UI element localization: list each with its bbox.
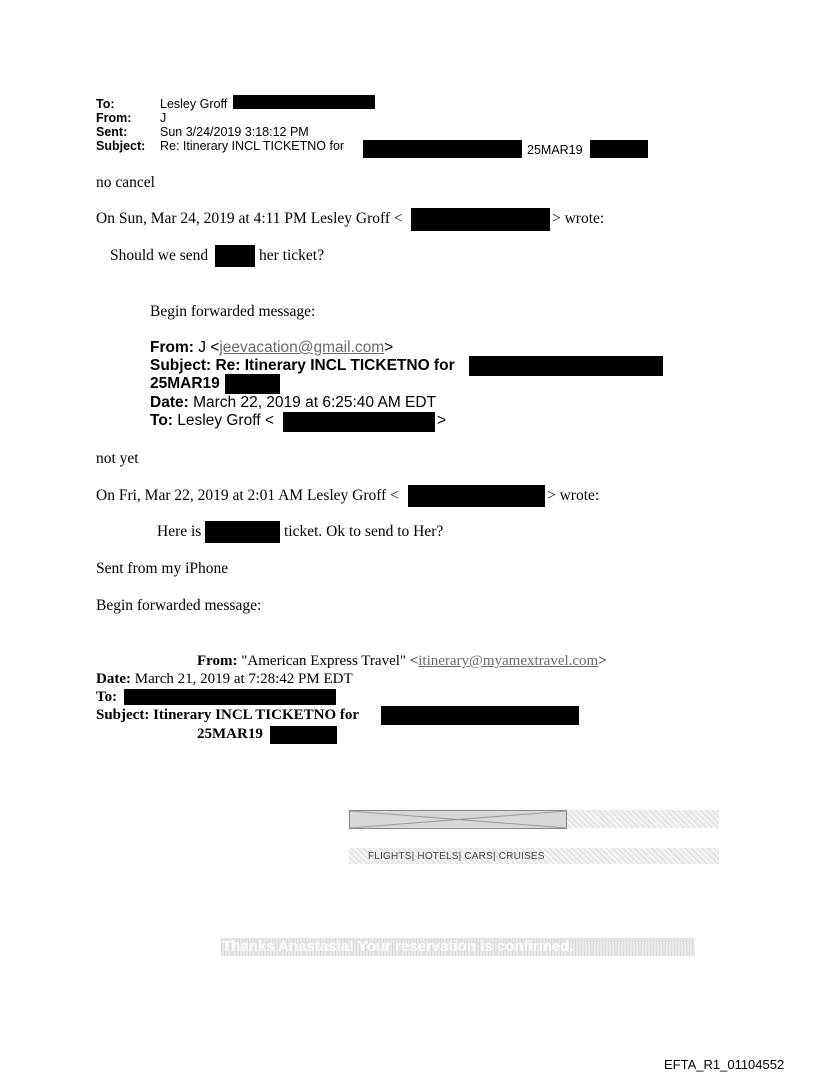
amex-date-value: March 21, 2019 at 7:28:42 PM EDT <box>134 671 353 687</box>
from-value: J <box>160 111 167 125</box>
redaction <box>408 485 545 507</box>
fwd-from-row <box>150 339 393 357</box>
begin-forwarded: Begin forwarded message: <box>96 597 262 614</box>
nav-links[interactable]: FLIGHTS| HOTELS| CARS| CRUISES <box>368 851 545 862</box>
sent-value: Sun 3/24/2019 3:18:12 PM <box>160 125 309 139</box>
quote-intro: On Fri, Mar 22, 2019 at 2:01 AM Lesley Groff < <box>96 487 399 504</box>
redaction <box>225 374 280 394</box>
redaction <box>283 412 435 432</box>
broken-image-icon <box>349 810 567 829</box>
redaction <box>381 706 579 725</box>
fwd-from-close: > <box>384 339 394 356</box>
redaction <box>233 95 375 109</box>
fwd-subject-date: 25MAR19 <box>150 375 220 392</box>
quote-intro <box>96 210 403 228</box>
here-before: Here is <box>157 523 202 540</box>
fwd-to-label: To: <box>150 412 173 429</box>
amex-from-row <box>197 653 607 670</box>
quote-intro-after: > wrote: <box>552 210 605 227</box>
fwd-to-close: > <box>437 412 447 429</box>
to-value: Lesley Groff <box>160 97 228 111</box>
amex-subject-row <box>96 707 359 724</box>
redaction <box>270 726 337 744</box>
document-id: EFTA_R1_01104552 <box>664 1057 785 1072</box>
reply-text: no cancel <box>96 174 155 191</box>
question-before: Should we send <box>110 247 209 264</box>
amex-subject-date-row <box>197 726 263 743</box>
here-after: ticket. Ok to send to Her? <box>284 523 444 540</box>
redaction <box>469 356 663 376</box>
amex-to-label: To: <box>96 689 118 705</box>
from-label: From: <box>96 111 132 125</box>
amex-subject-label: Subject: <box>96 707 150 723</box>
amex-from-value: "American Express Travel" < <box>241 653 419 669</box>
header-from-row <box>96 111 166 125</box>
confirmation-text: Thanks Anastasia! Your reservation is confirmed. <box>222 938 574 955</box>
begin-forwarded: Begin forwarded message: <box>150 303 316 320</box>
header-subject-row <box>96 139 344 153</box>
question-after: her ticket? <box>259 247 324 264</box>
amex-subject-date: 25MAR19 <box>197 726 263 742</box>
amex-subject-value: Itinerary INCL TICKETNO for <box>153 707 360 723</box>
subject-label: Subject: <box>96 139 146 153</box>
subject-date: 25MAR19 <box>527 143 583 157</box>
header-sent-row <box>96 125 309 139</box>
amex-date-label: Date: <box>96 671 131 687</box>
sent-label: Sent: <box>96 125 128 139</box>
fwd-subject-value: Re: Itinerary INCL TICKETNO for <box>215 357 455 374</box>
fwd-to-value: Lesley Groff < <box>177 412 274 429</box>
image-placeholder-cross <box>350 811 566 828</box>
reply-text: not yet <box>96 450 139 467</box>
fwd-to-row <box>150 412 274 430</box>
amex-from-close: > <box>598 653 607 669</box>
amex-date-row <box>96 671 353 688</box>
redaction <box>124 689 336 705</box>
fwd-subject-row <box>150 357 455 375</box>
fwd-date-label: Date: <box>150 394 189 411</box>
redaction <box>590 140 648 158</box>
amex-to-row <box>96 689 117 706</box>
quote-intro-before: On Sun, Mar 24, 2019 at 4:11 PM Lesley Groff < <box>96 210 403 227</box>
fwd-date-value: March 22, 2019 at 6:25:40 AM EDT <box>193 394 437 411</box>
fwd-subject-date-row <box>150 375 220 393</box>
header-to-row <box>96 97 227 111</box>
fwd-date-row <box>150 394 436 412</box>
fwd-from-name: J < <box>198 339 220 356</box>
redaction <box>411 208 550 231</box>
sent-from-iphone: Sent from my iPhone <box>96 560 229 577</box>
redaction <box>363 140 522 158</box>
fwd-subject-label: Subject: <box>150 357 212 374</box>
quote-intro-after: > wrote: <box>547 487 600 504</box>
to-label: To: <box>96 97 115 111</box>
subject-value: Re: Itinerary INCL TICKETNO for <box>160 139 345 153</box>
email-link[interactable]: jeevacation@gmail.com <box>219 339 385 356</box>
email-link[interactable]: itinerary@myamextravel.com <box>418 653 599 669</box>
amex-from-label: From: <box>197 653 238 669</box>
redaction <box>215 245 255 267</box>
fwd-from-label: From: <box>150 339 194 356</box>
redaction <box>205 521 280 543</box>
